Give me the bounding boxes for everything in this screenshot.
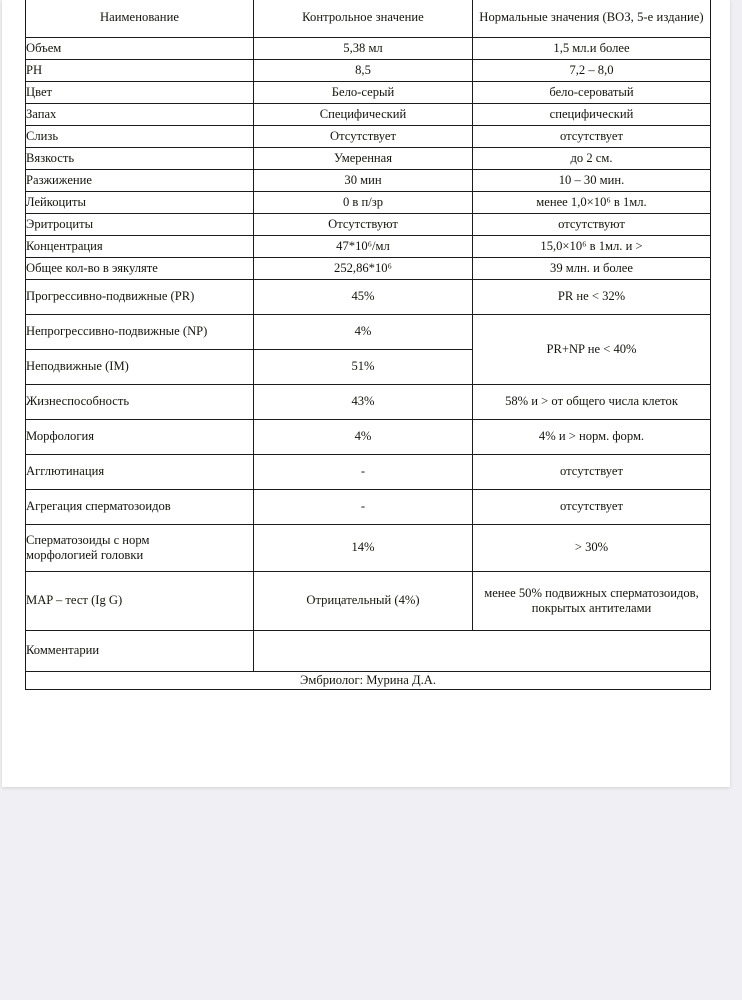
- table-row: [26, 525, 711, 572]
- row-normal-value: PR не < 32%: [473, 280, 711, 315]
- table-row: [26, 38, 711, 60]
- row-label: Морфология: [26, 420, 254, 455]
- row-normal-line2: сперматозоидов, покрытых: [531, 585, 699, 615]
- row-normal-value: отсутствуют: [473, 214, 711, 236]
- column-header-normal-values: [473, 0, 711, 38]
- embryologist-signature: Эмбриолог: Мурина Д.А.: [26, 672, 711, 690]
- row-control-value: 30 мин: [254, 170, 473, 192]
- spermogram-results-table: [25, 0, 711, 690]
- row-control-value: 5,38 мл: [254, 38, 473, 60]
- table-body: [26, 38, 711, 690]
- row-label: Жизнеспособность: [26, 385, 254, 420]
- row-label: Агглютинация: [26, 455, 254, 490]
- row-normal-value: 7,2 – 8,0: [473, 60, 711, 82]
- row-label: Концентрация: [26, 236, 254, 258]
- row-label: Прогрессивно-подвижные (PR): [26, 280, 254, 315]
- column-header-control-value: Контрольное значение: [254, 0, 473, 38]
- row-control-value: -: [254, 490, 473, 525]
- table-row: [26, 490, 711, 525]
- table-row: [26, 170, 711, 192]
- table-row: [26, 572, 711, 631]
- column-header-name: Наименование: [26, 0, 254, 38]
- row-control-value: -: [254, 455, 473, 490]
- table-footer-row: [26, 672, 711, 690]
- table-header: [26, 0, 711, 38]
- row-normal-value-merged: PR+NP не < 40%: [473, 315, 711, 385]
- table-row: [26, 455, 711, 490]
- row-normal-value: отсутствует: [473, 126, 711, 148]
- row-normal-value: бело-сероватый: [473, 82, 711, 104]
- row-label: Вязкость: [26, 148, 254, 170]
- table-row: [26, 258, 711, 280]
- row-normal-value: 58% и > от общего числа клеток: [473, 385, 711, 420]
- document-page: [2, 0, 730, 787]
- row-normal-value: 39 млн. и более: [473, 258, 711, 280]
- row-control-value: 51%: [254, 350, 473, 385]
- row-label: Эритроциты: [26, 214, 254, 236]
- row-normal-value: до 2 см.: [473, 148, 711, 170]
- row-label: PH: [26, 60, 254, 82]
- row-control-value: Отсутствует: [254, 126, 473, 148]
- row-label: Агрегация сперматозоидов: [26, 490, 254, 525]
- comments-field[interactable]: [254, 631, 711, 672]
- row-label: Запах: [26, 104, 254, 126]
- row-normal-value: отсутствует: [473, 455, 711, 490]
- table-row: [26, 385, 711, 420]
- row-control-value: Отсутствуют: [254, 214, 473, 236]
- row-control-value: Бело-серый: [254, 82, 473, 104]
- row-label: [26, 525, 254, 572]
- row-control-value: 4%: [254, 420, 473, 455]
- row-normal-line3: антителами: [589, 601, 652, 615]
- row-control-value: Отрицательный (4%): [254, 572, 473, 631]
- normal-values-line1: Нормальные значения (ВОЗ, 5-е: [479, 10, 654, 25]
- row-control-value: 47*10⁶/мл: [254, 236, 473, 258]
- row-label: Разжижение: [26, 170, 254, 192]
- table-row: [26, 192, 711, 214]
- row-normal-value: менее 1,0×10⁶ в 1мл.: [473, 192, 711, 214]
- row-label-line2: морфологией головки: [26, 548, 144, 562]
- table-header-row: [26, 0, 711, 38]
- row-label: Лейкоциты: [26, 192, 254, 214]
- table-row: [26, 104, 711, 126]
- row-normal-value: отсутствует: [473, 490, 711, 525]
- row-normal-value: 4% и > норм. форм.: [473, 420, 711, 455]
- table-row: [26, 60, 711, 82]
- table-row: [26, 82, 711, 104]
- table-row: [26, 148, 711, 170]
- row-control-value: 252,86*10⁶: [254, 258, 473, 280]
- row-control-value: 45%: [254, 280, 473, 315]
- row-normal-value: > 30%: [473, 525, 711, 572]
- row-label: MAP – тест (Ig G): [26, 572, 254, 631]
- normal-values-line2: издание): [656, 10, 704, 25]
- row-control-value: 4%: [254, 315, 473, 350]
- row-label-line1: Сперматозоиды с норм: [26, 532, 150, 547]
- row-control-value: 8,5: [254, 60, 473, 82]
- row-control-value: Специфический: [254, 104, 473, 126]
- row-normal-value: 15,0×10⁶ в 1мл. и >: [473, 236, 711, 258]
- row-control-value: 0 в п/зр: [254, 192, 473, 214]
- row-label: Слизь: [26, 126, 254, 148]
- table-row: [26, 214, 711, 236]
- row-control-value: Умеренная: [254, 148, 473, 170]
- row-label: Общее кол-во в эякуляте: [26, 258, 254, 280]
- row-normal-value: 1,5 мл.и более: [473, 38, 711, 60]
- row-normal-value: [473, 572, 711, 631]
- row-normal-value: 10 – 30 мин.: [473, 170, 711, 192]
- row-control-value: 43%: [254, 385, 473, 420]
- table-row: [26, 280, 711, 315]
- row-label: Неподвижные (IM): [26, 350, 254, 385]
- table-row: [26, 420, 711, 455]
- table-row: [26, 126, 711, 148]
- row-label: Объем: [26, 38, 254, 60]
- row-label: Непрогрессивно-подвижные (NP): [26, 315, 254, 350]
- row-label-comments: Комментарии: [26, 631, 254, 672]
- report-table-container: [25, 0, 710, 690]
- table-row: [26, 236, 711, 258]
- row-normal-line1: менее 50% подвижных: [484, 585, 608, 600]
- table-row: [26, 315, 711, 350]
- row-label: Цвет: [26, 82, 254, 104]
- row-control-value: 14%: [254, 525, 473, 572]
- table-row-comments: [26, 631, 711, 672]
- row-normal-value: специфический: [473, 104, 711, 126]
